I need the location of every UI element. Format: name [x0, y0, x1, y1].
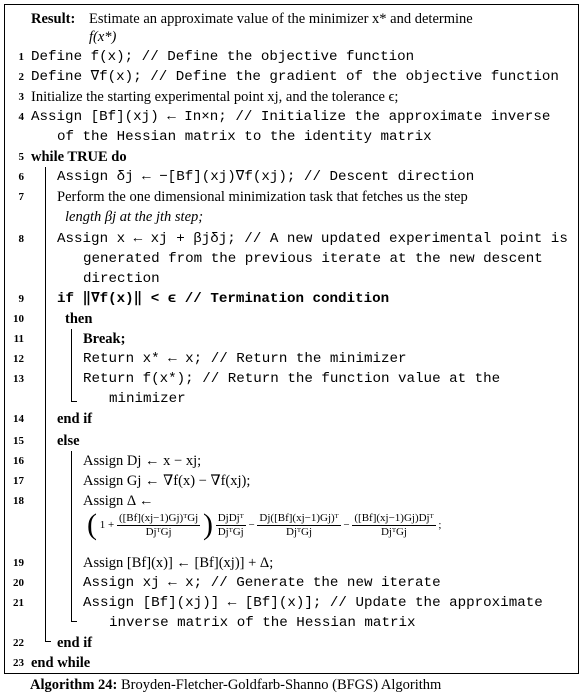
fraction-4-numerator: ([Bf](xj−1)Gj)Djᵀ — [354, 511, 434, 524]
line-text: Perform the one dimensional minimization task that fetches us the step — [57, 189, 468, 205]
line-text: while TRUE do — [31, 149, 127, 165]
result-label: Result: — [31, 11, 76, 27]
right-paren: ) — [202, 508, 213, 541]
line-text: Assign xj ← x; // Generate the new iterate — [83, 575, 441, 591]
caption-text: Broyden-Fletcher-Goldfarb-Shanno (BFGS) Algorithm — [121, 677, 442, 693]
line-number: 15 — [13, 435, 24, 447]
line-number: 9 — [18, 293, 24, 305]
line-number: 13 — [13, 373, 24, 385]
minus-sign: − — [248, 519, 255, 531]
line-text: Assign x ← xj + βjδj; // A new updated experimental point is — [57, 231, 568, 247]
fraction-2-numerator: DjDjᵀ — [217, 511, 244, 524]
fraction-1 — [117, 512, 200, 539]
line-number: 7 — [18, 191, 24, 203]
line-text: Assign Dj ← x − xj; — [83, 453, 202, 469]
line-text: then — [65, 311, 93, 327]
bfgs-update-formula — [87, 510, 577, 554]
algorithm-box — [4, 4, 579, 674]
else-body-tick — [71, 621, 77, 622]
line-number: 20 — [13, 577, 24, 589]
line-number: 18 — [13, 495, 24, 507]
fraction-2 — [216, 512, 246, 539]
line-text: Assign [Bf](xj) ← In×n; // Initialize the approximate inverse — [31, 109, 551, 125]
line-text: Return f(x*); // Return the function value at the — [83, 371, 501, 387]
fraction-3-denominator: DjᵀGj — [286, 525, 313, 538]
line-number: 10 — [13, 313, 24, 325]
line-text: Assign Gj ← ∇f(x) − ∇f(xj); — [83, 473, 251, 489]
fraction-4-denominator: DjᵀGj — [380, 525, 407, 538]
while-body-bar — [45, 167, 46, 641]
fraction-3 — [257, 512, 340, 539]
line-text: end if — [57, 635, 93, 651]
line-text: inverse matrix of the Hessian matrix — [109, 615, 416, 631]
line-number: 14 — [13, 413, 24, 425]
line-text: Define ∇f(x); // Define the gradient of the objective function — [31, 69, 559, 85]
fraction-1-numerator: ([Bf](xj−1)Gj)ᵀGj — [118, 511, 199, 524]
line-number: 3 — [18, 91, 24, 103]
fraction-2-denominator: DjᵀGj — [217, 525, 244, 538]
caption-label: Algorithm 24: — [30, 677, 118, 693]
line-number: 5 — [18, 151, 24, 163]
line-text: length βj at the jth step; — [65, 209, 204, 225]
line-number: 19 — [13, 557, 24, 569]
line-text: Break; — [83, 331, 126, 347]
line-text: generated from the previous iterate at the new descent — [83, 251, 543, 267]
line-number: 2 — [18, 71, 24, 83]
line-text: if ‖∇f(x)‖ < ϵ // Termination condition — [57, 291, 390, 307]
line-text: Assign [Bf](x)] ← [Bf](xj)] + Δ; — [83, 555, 274, 571]
line-text: Initialize the starting experimental point xj, and the tolerance ϵ; — [31, 89, 399, 105]
algorithm-caption — [30, 677, 441, 694]
line-number: 16 — [13, 455, 24, 467]
line-text: end if — [57, 411, 93, 427]
line-number: 6 — [18, 171, 24, 183]
one-plus: 1 + — [99, 519, 115, 531]
line-number: 4 — [18, 111, 24, 123]
result-text: Estimate an approximate value of the minimizer x* and determine — [89, 11, 473, 27]
fraction-4 — [352, 512, 435, 539]
line-text: Define f(x); // Define the objective function — [31, 49, 415, 65]
formula-end: ; — [438, 519, 442, 531]
left-paren: ( — [87, 508, 97, 541]
fraction-3-numerator: Dj([Bf](xj−1)Gj)ᵀ — [259, 511, 339, 524]
fraction-1-denominator: DjᵀGj — [145, 525, 172, 538]
line-number: 22 — [13, 637, 24, 649]
line-text: Assign δj ← −[Bf](xj)∇f(xj); // Descent direction — [57, 169, 475, 185]
then-body-tick — [71, 401, 77, 402]
line-text: end while — [31, 655, 91, 671]
line-text: else — [57, 433, 80, 449]
else-body-bar — [71, 451, 72, 621]
line-text: Assign Δ ← — [83, 493, 154, 509]
result-text-2: f(x*) — [89, 29, 117, 45]
line-number: 21 — [13, 597, 24, 609]
line-text: minimizer — [109, 391, 186, 407]
minus-sign: − — [343, 519, 350, 531]
line-number: 17 — [13, 475, 24, 487]
line-text: direction — [83, 271, 160, 287]
line-number: 12 — [13, 353, 24, 365]
line-text: Return x* ← x; // Return the minimizer — [83, 351, 407, 367]
line-number: 23 — [13, 657, 24, 669]
line-text: Assign [Bf](xj)] ← [Bf](x)]; // Update the approximate — [83, 595, 543, 611]
line-number: 11 — [13, 333, 24, 345]
while-body-tick — [45, 641, 51, 642]
line-number: 1 — [18, 51, 24, 63]
line-text: of the Hessian matrix to the identity matrix — [57, 129, 432, 145]
line-number: 8 — [18, 233, 24, 245]
then-body-bar — [71, 329, 72, 401]
